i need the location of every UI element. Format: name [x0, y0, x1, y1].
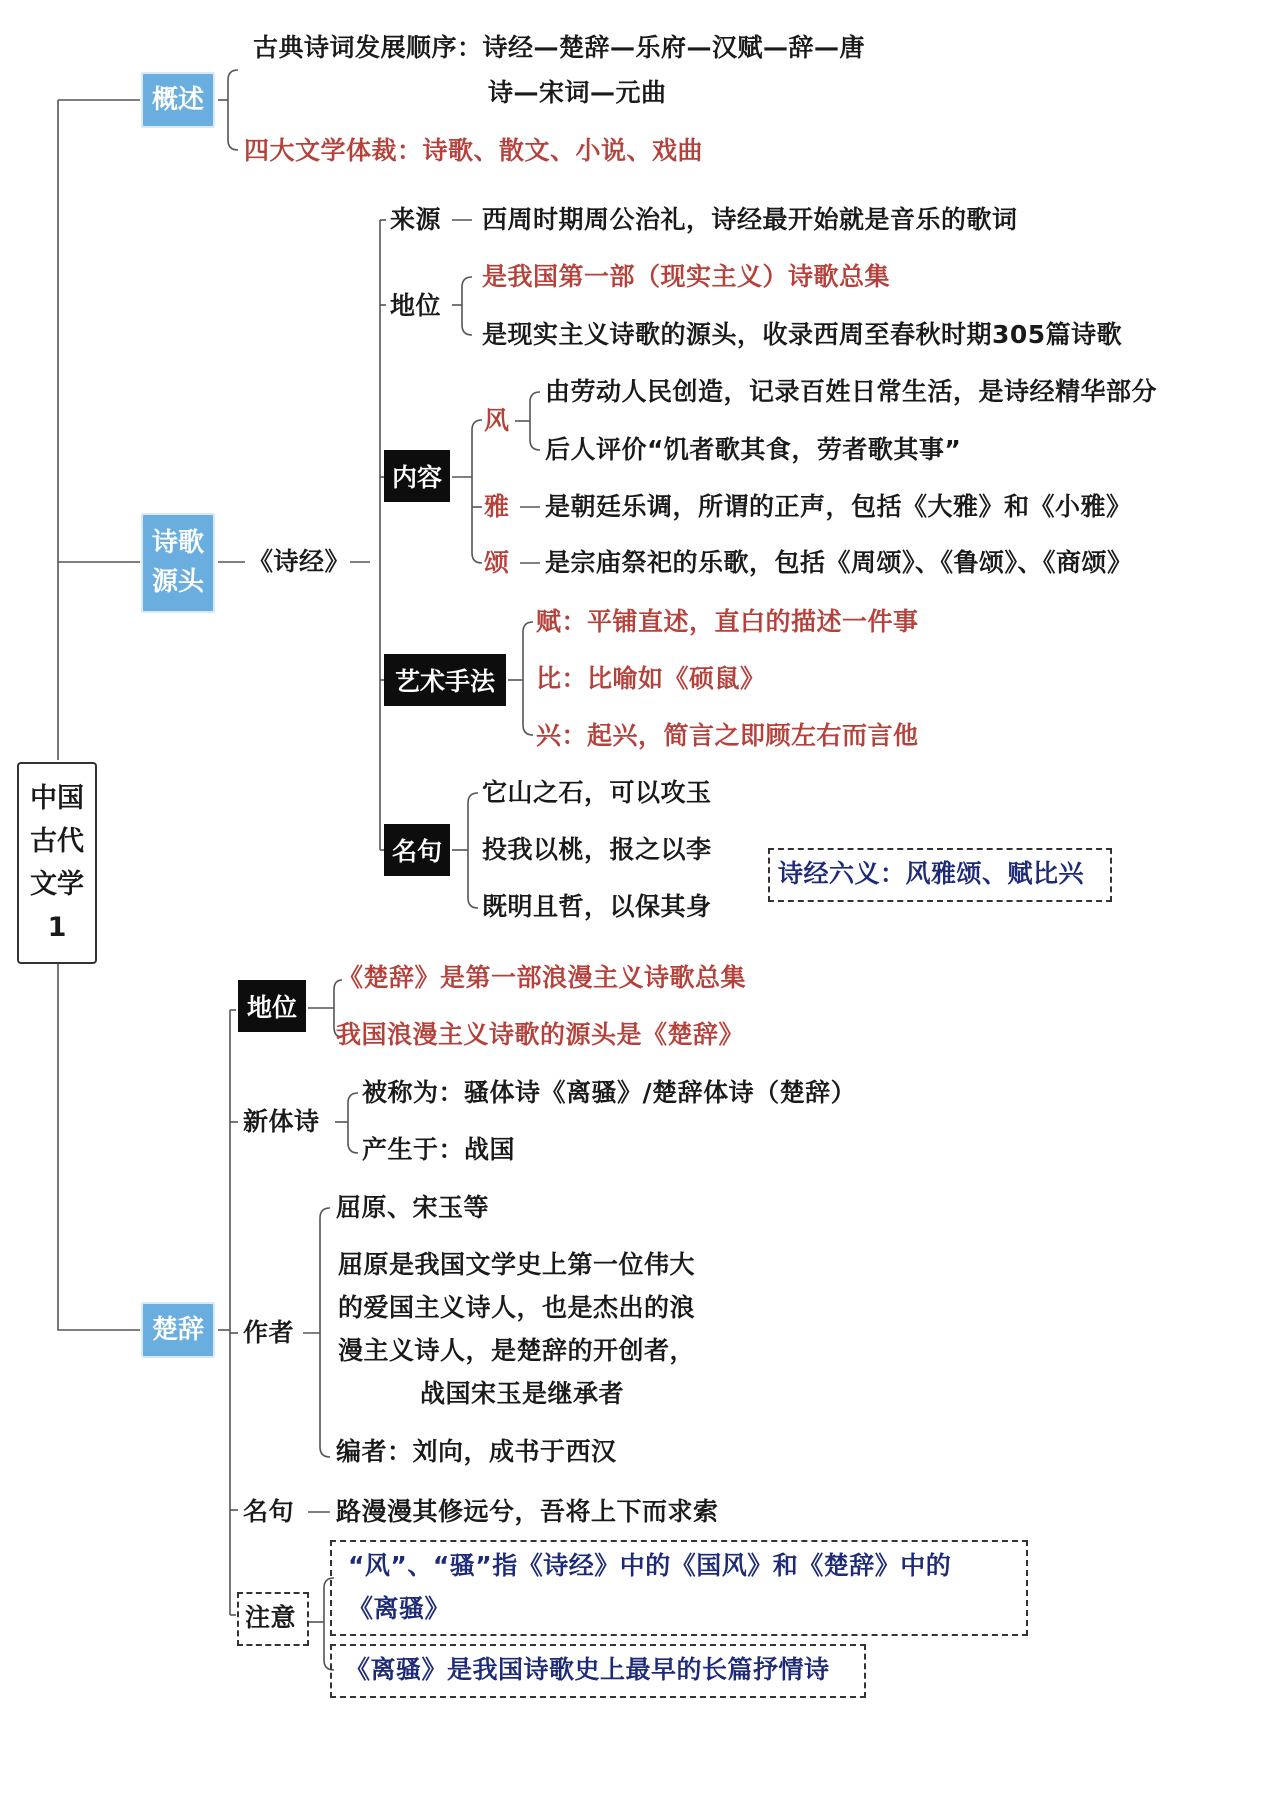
root-node [17, 762, 97, 964]
song-text: 是宗庙祭祀的乐歌，包括《周颂》、《鲁颂》、《商颂》 [545, 548, 1133, 577]
shijing-quotes-label: 名句 [391, 837, 442, 866]
chuci-quote-label: 名句 [243, 1497, 295, 1526]
chuci-status-node [238, 980, 306, 1032]
note-1-line1: “风”、“骚”指《诗经》中的《国风》和《楚辞》中的 [348, 1551, 952, 1580]
overview-label: 概述 [151, 84, 204, 115]
art-label: 艺术手法 [394, 667, 495, 696]
newpoem-line2: 产生于：战国 [362, 1135, 516, 1164]
author-para-3: 漫主义诗人，是楚辞的开创者， [338, 1336, 696, 1365]
author-para-2: 的爱国主义诗人，也是杰出的浪 [338, 1293, 696, 1322]
content-label: 内容 [391, 463, 442, 492]
chuci-status-line1: 《楚辞》是第一部浪漫主义诗歌总集 [338, 963, 747, 992]
source-label: 来源 [390, 205, 442, 234]
chuci-label: 楚辞 [151, 1314, 204, 1345]
shijing-quote-3: 既明且哲，以保其身 [482, 892, 712, 921]
origin-node [141, 513, 215, 613]
note-2: 《离骚》是我国诗歌史上最早的长篇抒情诗 [345, 1655, 830, 1684]
source-text: 西周时期周公治礼，诗经最开始就是音乐的歌词 [482, 205, 1018, 234]
note-label: 注意 [245, 1603, 297, 1632]
song-label: 颂 [484, 548, 510, 577]
feng-line1: 由劳动人民创造，记录百姓日常生活，是诗经精华部分 [545, 377, 1158, 406]
chuci-status-line2: 我国浪漫主义诗歌的源头是《楚辞》 [336, 1020, 745, 1049]
author-line1: 屈原、宋玉等 [336, 1193, 490, 1222]
author-para-1: 屈原是我国文学史上第一位伟大 [338, 1250, 696, 1279]
shijing-status-line2: 是现实主义诗歌的源头，收录西周至春秋时期305篇诗歌 [482, 320, 1123, 349]
six-meanings-text: 诗经六义：风雅颂、赋比兴 [778, 859, 1085, 888]
shijing-status-line1: 是我国第一部（现实主义）诗歌总集 [482, 262, 891, 291]
author-para-4: 战国宋玉是继承者 [420, 1379, 625, 1408]
author-label: 作者 [243, 1318, 295, 1347]
art-bi: 比：比喻如《硕鼠》 [536, 664, 766, 693]
chuci-status-label: 地位 [246, 993, 297, 1022]
shijing-quotes-node [384, 824, 450, 876]
feng-line2: 后人评价“饥者歌其食，劳者歌其事” [545, 435, 962, 464]
art-fu: 赋：平铺直述，直白的描述一件事 [536, 607, 919, 636]
root-label: 中国古代文学1 [30, 782, 84, 944]
origin-label: 诗歌源头 [151, 528, 204, 597]
overview-order-line2: 诗—宋词—元曲 [488, 78, 667, 107]
feng-label: 风 [484, 406, 510, 435]
overview-genres: 四大文学体裁：诗歌、散文、小说、戏曲 [244, 136, 704, 165]
ya-text: 是朝廷乐调，所谓的正声，包括《大雅》和《小雅》 [545, 492, 1132, 521]
author-editor: 编者：刘向，成书于西汉 [336, 1437, 617, 1466]
shijing-quote-2: 投我以桃，报之以李 [482, 835, 712, 864]
note-1-line2: 《离骚》 [348, 1594, 451, 1623]
shijing-status-label: 地位 [390, 291, 442, 320]
chuci-quote-text: 路漫漫其修远兮，吾将上下而求索 [336, 1497, 719, 1526]
content-node [384, 450, 450, 502]
art-xing: 兴：起兴，简言之即顾左右而言他 [536, 721, 919, 750]
shijing-title: 《诗经》 [248, 547, 351, 576]
overview-order-line1: 古典诗词发展顺序：诗经—楚辞—乐府—汉赋—辞—唐 [253, 33, 866, 62]
chuci-node [141, 1302, 215, 1358]
shijing-quote-1: 它山之石，可以攻玉 [482, 778, 712, 807]
ya-label: 雅 [484, 492, 510, 521]
overview-node [141, 72, 215, 128]
newpoem-label: 新体诗 [243, 1107, 320, 1136]
art-node [384, 654, 506, 706]
newpoem-line1: 被称为：骚体诗《离骚》/楚辞体诗（楚辞） [362, 1078, 857, 1107]
